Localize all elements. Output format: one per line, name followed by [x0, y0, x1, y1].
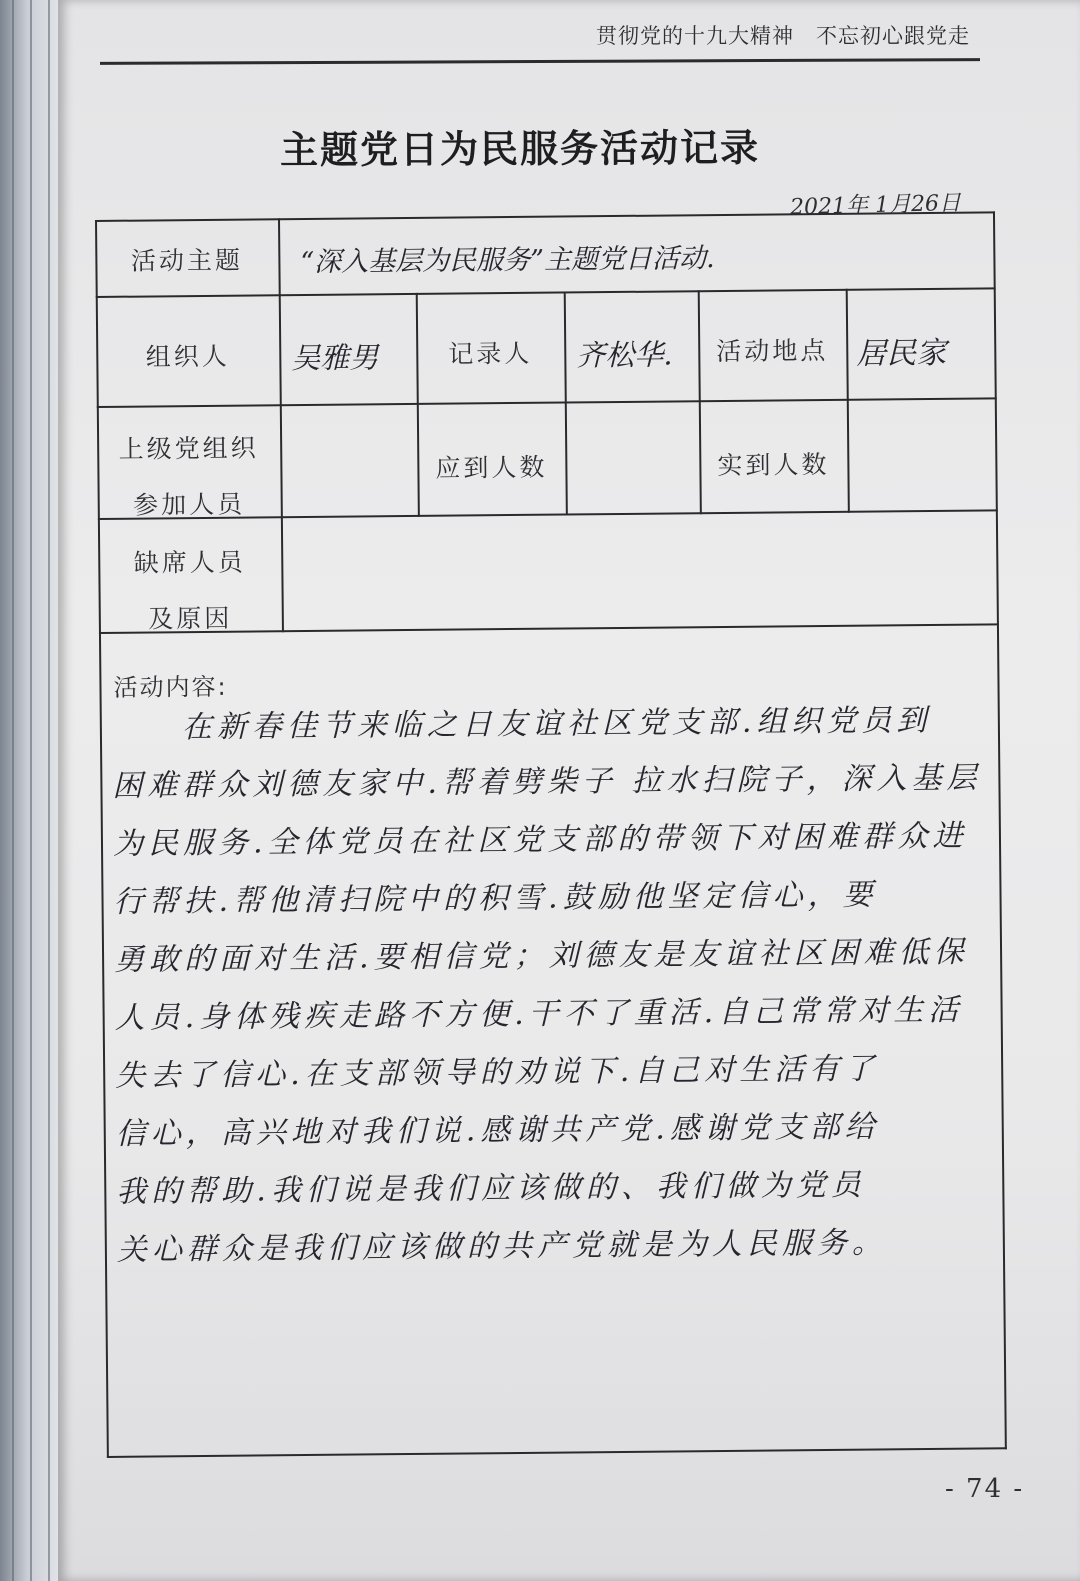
actual-count-label: 实到人数 — [717, 449, 830, 481]
superior-label-line2: 参加人员 — [133, 489, 246, 520]
content-label: 活动内容: — [113, 672, 228, 702]
content-line: 勇敢的面对生活.要相信党；刘德友是友谊社区困难低保 — [113, 934, 969, 978]
recorder-value: 齐松华. — [576, 337, 673, 373]
table-rule — [96, 287, 996, 298]
content-line: 在新春佳节来临之日友谊社区党支部.组织党员到 — [111, 702, 932, 746]
content-line: 我的帮助.我们说是我们应该做的、我们做为党员 — [116, 1167, 867, 1210]
header-slogan: 贯彻党的十九大精神 不忘初心跟党走 — [596, 24, 970, 48]
page-edge-line — [30, 0, 32, 1581]
content-line: 失去了信心.在支部领导的劝说下.自己对生活有了 — [115, 1051, 880, 1094]
absent-label-line2: 及原因 — [148, 603, 233, 634]
theme-label: 活动主题 — [130, 245, 244, 276]
superior-label-line1: 上级党组织 — [118, 433, 259, 464]
absent-label-line1: 缺席人员 — [133, 547, 246, 578]
page-edge-line — [12, 0, 14, 1581]
content-line: 困难群众刘德友家中.帮着劈柴子 拉水扫院子，深入基层 — [112, 760, 982, 804]
content-body — [112, 691, 998, 1279]
content-line: 关心群众是我们应该做的共产党就是为人民服务。 — [116, 1225, 888, 1268]
page-title: 主题党日为民服务活动记录 — [279, 125, 761, 173]
record-date: 2021年 1月26日 — [789, 190, 962, 221]
content-line: 人员.身体残疾走路不方便.干不了重活.自己常常对生活 — [114, 992, 964, 1036]
organizer-value: 吴雅男 — [291, 340, 379, 376]
page-number: - 74 - — [945, 1474, 1025, 1504]
content-line: 行帮扶.帮他清扫院中的积雪.鼓励他坚定信心，要 — [113, 877, 878, 920]
expected-count-label: 应到人数 — [435, 452, 548, 483]
table-rule — [97, 397, 997, 408]
theme-value: “深入基层为民服务”主题党日活动. — [300, 243, 715, 279]
location-value: 居民家 — [856, 335, 947, 372]
location-label: 活动地点 — [716, 335, 829, 367]
organizer-label: 组织人 — [145, 341, 230, 372]
page-edge-line — [48, 0, 50, 1581]
content-line: 为民服务.全体党员在社区党支部的带领下对困难群众进 — [112, 818, 968, 862]
content-line: 信心，高兴地对我们说.感谢共产党.感谢党支部给 — [115, 1109, 880, 1152]
record-form — [95, 211, 1007, 1460]
recorder-label: 记录人 — [448, 338, 533, 369]
